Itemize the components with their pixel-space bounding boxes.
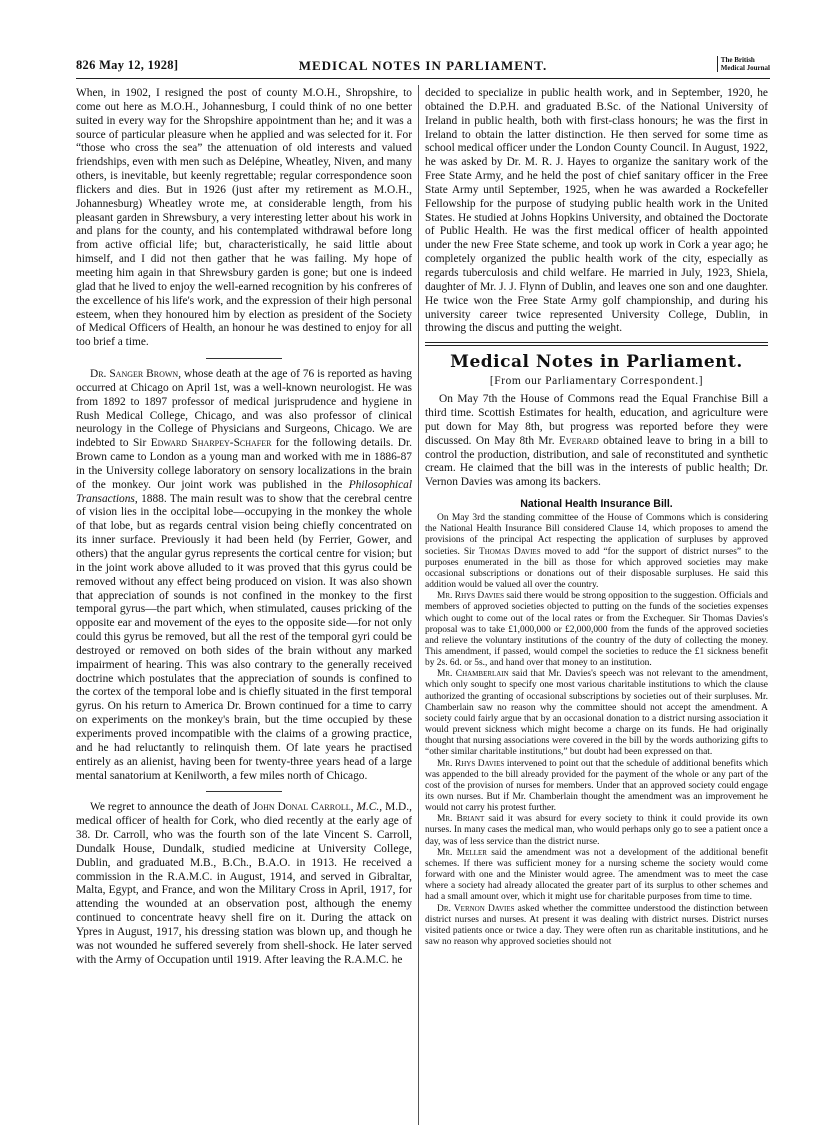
parliament-intro: On May 7th the House of Commons read the Equal Franchise Bill a third time. Scottish Estimates for health, education, and agriculture were put down for May 8th, but progress was reported before they were discussed. On May 8th Mr. Everard obtained leave to bring in a bill to control the production, distribution, and sale of reconstituted and synthetic cream. He claimed that the bill was in the interests of public health; Dr. Vernon Davies was among its backers.: [425, 393, 768, 489]
wheatley-obituary-continuation: When, in 1902, I resigned the post of county M.O.H., Shropshire, to come out here as M.O.H., Johannesburg, I could think of no one better suited in every way for the Shropshire appointment than he; and it was a source of particular pleasure when he applied and was selected for it. For “those who cross the sea” the attenuation of old interests and valued friendships, even with men such as Delépine, Wheatley, Niven, and many others, is inevitable, but keenly regrettable; regular correspondence soon flickers and dies. But in 1926 (just after my retirement as M.O.H., Johannesburg) Wheatley wrote me, at considerable length, from his pleasant garden in Shrewsbury, a very interesting letter about his work in and plans for the county, and his contemplated withdrawal before long from active official life; but, characteristically, he said little about himself, and I did not then gather that he was failing. My hope of meeting him again in that Shrewsbury garden is gone; but one is indeed glad that he lived to enjoy the well-earned recognition by his confreres of the excellence of his life's work, and the expression of their high personal esteem, when they honoured him by election as president of the Society of Medical Officers of Health, an honour he was destined to enjoy for all too brief a time.: [76, 87, 412, 349]
person-name: Mr. Rhys Davies: [437, 758, 505, 769]
nhi-paragraph: Mr. Rhys Davies intervened to point out that the schedule of additional benefits which was appended to the bill already provided for the payment of the whole or any part of the cost of the provision of nurses for members. Under that an approved society could engage its own nurses. But if Mr. Chamberlain thought the amendment was an improvement he would not carry his protest further.: [425, 758, 768, 814]
section-rule: [425, 342, 768, 343]
nhi-paragraph: Dr. Vernon Davies asked whether the committee understood the distinction between district nurses and nurses. At present it was dealing with district nurses. District nurses visited patients once or twice a day. They were often run as charitable institutions, and he saw no reason why approved societies should not: [425, 903, 768, 948]
nhi-paragraph: Mr. Rhys Davies said there would be strong opposition to the suggestion. Officials and members of approved societies objected to putting on the funds of the societies expenses which ought to come out of the local rates or from the Exchequer. Sir Thomas Davies's proposal was to take £1,000,000 or £2,000,000 from the funds of the approved societies and relieve the voluntary institutions of the country of the duty of collecting the money. This amendment, if passed, would compel the societies to reduce the £1 sickness benefit by 2s. 6d. or 5s., and hand over that money to an institution.: [425, 591, 768, 669]
column-divider: [418, 85, 419, 1125]
nhi-paragraph: Mr. Briant said it was absurd for every society to think it could provide its own nurses. In many cases the medical man, who would perhaps only go to see a patient once a day, was of less service than the district nurse.: [425, 814, 768, 847]
section-separator: [206, 791, 282, 792]
section-separator: [206, 358, 282, 359]
person-name: Thomas Davies: [478, 546, 541, 557]
nhi-paragraph: On May 3rd the standing committee of the House of Commons which is considering the National Health Insurance Bill considered Clause 14, which proposes to amend the provisions of the principal Act respecting the application of surpluses by approved societies. Sir Thomas Davies moved to add “for the support of district nurses” to the purposes enumerated in the bill as those for which approved societies may make occasional subscriptions or donations out of their disposable surpluses. He said this addition would be valued all over the country.: [425, 513, 768, 591]
carroll-obituary-continuation: decided to specialize in public health work, and in September, 1920, he obtained the D.P.H. and graduated B.Sc. of the National University of Ireland in public health, both with first-class honours; he was the first in Ireland to obtain the latter distinction. He then served for some time as school medical officer under the London County Council. In August, 1922, he was asked by Dr. M. R. J. Hayes to organize the sanitary work of the Free State Army, and he held the post of chief sanitary officer in the Free State Army until September, 1925, when he was awarded a Rockefeller Fellowship for the purpose of studying public health work in the United States. He studied at Johns Hopkins University, and obtained the Doctorate of Public Health. He was the first medical officer of health appointed under the new Free State scheme, and took up work in Cork a year ago; he completely organized the public health work of the city, especially as regards tuberculosis and child welfare. He married in July, 1923, Shiela, daughter of Mr. J. J. Flynn of Dublin, and leaves one son and one daughter. He twice won the Free State Army golf championship, and during his university career twice represented University College, Dublin, in throwing the discus and putting the weight.: [425, 87, 768, 335]
running-title: MEDICAL NOTES IN PARLIAMENT.: [298, 58, 548, 73]
person-name: Mr. Meller: [437, 847, 487, 858]
person-name: Mr. Chamberlain: [437, 669, 509, 680]
person-name: Dr. Vernon Davies: [437, 903, 515, 914]
journal-mark-line2: Medical Journal: [720, 64, 770, 72]
journal-mark: [717, 56, 770, 72]
nhi-paragraph: Mr. Meller said the amendment was not a development of the additional benefit schemes. If there was sufficient money for a nursing scheme the society would come forward with one and the Minister would agree. The amendment was to meet the case where a society had already allocated the greater part of its surplus to other schemes and had a small amount over, which it might use for charitable purposes from time to time.: [425, 847, 768, 903]
section-title: Medical Notes in Parliament.: [450, 352, 743, 373]
section-rule: [425, 345, 768, 346]
carroll-obituary: We regret to announce the death of John Donal Carroll, M.C., M.D., medical officer of health for Cork, who died recently at the early age of 38. Dr. Carroll, who was the fourth son of the late Vincent S. Carroll, Dundalk House, Dundalk, studied medicine at University College, Dublin, and graduated M.B., B.Ch., B.A.O. in 1913. He received a commission in the R.A.M.C. in August, 1914, and served in Gibraltar, Malta, Egypt, and France, and won the Military Cross in April, 1917, for attending the wounded at an observation post, although the enemy continued to concentrate heavy shell fire on it. During the attack on Ypres in August, 1917, his dressing station was blown up, and though he was not wounded he suffered severely from shell-shock. He later served with the Army of Occupation until 1919. After leaving the R.A.M.C. he: [76, 801, 412, 966]
page-number-date: 826 May 12, 1928]: [76, 58, 179, 72]
sanger-brown-obituary: Dr. Sanger Brown, whose death at the age of 76 is reported as having occurred at Chicago on April 1st, was a well-known neurologist. He was from 1892 to 1897 professor of medical jurisprudence and hygiene in Rush Medical College, Chicago, and was also professor of clinical neurology in the College of Physicians and Surgeons, Chicago. We are indebted to Sir Edward Sharpey-Schafer for the following details. Dr. Brown came to London as a young man and worked with me in 1886-87 in the University college laboratory on sensory localizations in the brain of the monkey. Our joint work was published in the Philosophical Transactions, 1888. The main result was to show that the cerebral centre of vision lies in the occipital lobe—occupying in the monkey the whole of that lobe, but as regards central vision being chiefly concentrated on its inner surface. Previously it had been held (by Ferrier, Gower, and others) that the angular gyrus represents the cortical centre for vision; but in the joint work above alluded to it was proved that this gyrus could be removed without any effect being produced on vision. It was also shown that appreciation of sounds is not confined in the monkey to the first temporal gyrus—the part which, when stimulated, causes pricking of the opposite ear and movement of the eyes to the opposite side—for not only could this gyrus be removed, but all the rest of the temporal gyri could be destroyed or removed on both sides of the brain without any marked impairment of hearing. This was also contrary to the generally received doctrine which postulates that the appreciation of sounds is confined to the cortex of the temporal lobe and is chiefly situated in the first temporal gyrus. On his return to America Dr. Brown continued for a time to carry on experiments on the monkey's brain, but the time occupied by these experiments proved incompatible with the claims of a growing practice, and he had reluctantly to relinquish them. Of late years he practised entirely as an alienist, having been for twenty-three years head of a large mental sanatorium at Kenilworth, a few miles north of Chicago.: [76, 368, 412, 782]
right-column: [425, 87, 768, 1122]
person-name: John Donal Carroll: [252, 801, 351, 814]
correspondent-line: [From our Parliamentary Correspondent.]: [489, 375, 704, 388]
person-name: Edward Sharpey-Schafer: [150, 437, 272, 450]
person-name: Mr. Rhys Davies: [437, 591, 504, 602]
publication-title: Philosophical Transactions: [76, 478, 412, 505]
left-column: [76, 87, 412, 1122]
person-name: Dr. Sanger Brown: [90, 368, 179, 381]
subheading: National Health Insurance Bill.: [520, 498, 673, 511]
page-header: [76, 58, 770, 79]
nhi-paragraph: Mr. Chamberlain said that Mr. Davies's speech was not relevant to the amendment, which only sought to specify one most various charitable institutions to which the clause authorized the granting of occasional subscriptions by societies out of their surpluses. Mr. Chamberlain saw no reason why the committee should not accept the amendment. A society could fairly argue that by an occasional donation to a district nursing association it would prevent sickness which might become a charge on its funds. He had originally thought that nursing associations were covered in the bill by the words authorizing gifts to “other similar charitable institutions,” but doubt had been expressed on that.: [425, 669, 768, 758]
journal-mark-line1: The British: [720, 56, 755, 64]
person-name: Everard: [558, 434, 599, 447]
person-name: Mr. Briant: [437, 814, 485, 825]
